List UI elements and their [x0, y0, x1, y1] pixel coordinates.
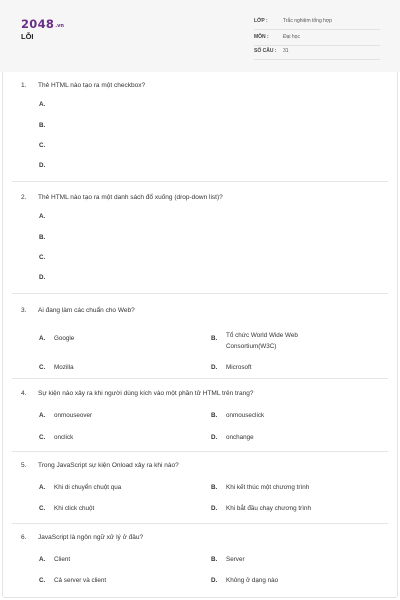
option-text: Cả server và client	[54, 577, 107, 584]
option-d[interactable]	[39, 274, 54, 281]
option-letter: B.	[211, 556, 218, 563]
question-number: 1.	[21, 82, 27, 89]
option-a[interactable]	[39, 213, 54, 220]
option-a[interactable]	[39, 556, 70, 563]
option-letter: B.	[39, 234, 46, 241]
divider	[12, 181, 388, 182]
question-number: 4.	[21, 390, 27, 397]
question-number: 5.	[21, 462, 27, 469]
option-d[interactable]	[211, 434, 254, 441]
question-prompt: JavaScript là ngôn ngữ xử lý ở đâu?	[38, 534, 144, 541]
meta-class	[254, 16, 380, 30]
option-b[interactable]	[211, 412, 264, 419]
option-text: onclick	[54, 434, 74, 441]
option-text: Microsoft	[226, 364, 252, 371]
option-text: Khi click chuột	[54, 505, 95, 512]
option-letter: C.	[39, 577, 46, 584]
divider	[12, 523, 388, 524]
option-b[interactable]	[211, 556, 245, 563]
option-letter: C.	[39, 364, 46, 371]
question-prompt: Trong JavaScript sự kiện Onload xảy ra khi nào?	[38, 462, 179, 469]
option-letter: D.	[211, 577, 218, 584]
option-letter: A.	[39, 213, 46, 220]
question-text	[21, 534, 381, 541]
option-a[interactable]	[39, 335, 74, 342]
option-d[interactable]	[211, 364, 252, 371]
option-c[interactable]	[39, 434, 73, 441]
option-text: Tổ chức World Wide Web Consortium(W3C)	[226, 332, 298, 350]
option-b[interactable]	[39, 234, 54, 241]
question-prompt: Ai đang làm các chuẩn cho Web?	[38, 307, 135, 314]
question-text	[21, 194, 381, 201]
option-c[interactable]	[39, 254, 54, 261]
brand-logo[interactable]	[21, 15, 64, 29]
meta-value: Trắc nghiệm tổng hợp	[283, 18, 332, 24]
meta-label: MÔN :	[254, 34, 269, 40]
option-a[interactable]	[39, 101, 54, 108]
option-text: Server	[226, 556, 245, 563]
divider	[12, 378, 388, 379]
option-letter: A.	[39, 101, 46, 108]
meta-value: 31	[283, 48, 289, 54]
option-letter: B.	[211, 484, 218, 491]
question-prompt: Thẻ HTML nào tạo ra một danh sách đổ xuống (drop-down list)?	[38, 194, 223, 201]
option-b[interactable]	[211, 484, 309, 491]
question-prompt: Thẻ HTML nào tạo ra một checkbox?	[38, 82, 146, 89]
option-c[interactable]	[39, 505, 94, 512]
option-c[interactable]	[39, 577, 106, 584]
option-b[interactable]	[39, 122, 54, 129]
option-letter: D.	[211, 505, 218, 512]
option-text: onmouseover	[54, 412, 93, 419]
option-text: Google	[54, 335, 75, 342]
question-text	[21, 307, 381, 314]
option-letter: B.	[211, 335, 218, 342]
option-letter: D.	[39, 162, 46, 169]
question-number: 3.	[21, 307, 27, 314]
option-letter: A.	[39, 484, 46, 491]
question-text	[21, 82, 381, 89]
option-text: Không ở dạng nào	[226, 577, 279, 584]
question-text	[21, 462, 381, 469]
page-title: LỖI	[21, 32, 34, 41]
option-d[interactable]	[39, 162, 54, 169]
option-a[interactable]	[39, 484, 121, 491]
question-number: 6.	[21, 534, 27, 541]
option-text: onmouseclick	[226, 412, 265, 419]
option-text: Khi di chuyển chuột qua	[54, 484, 122, 491]
option-letter: B.	[39, 122, 46, 129]
meta-value: Đại học	[283, 34, 300, 40]
question-number: 2.	[21, 194, 27, 201]
option-letter: D.	[39, 274, 46, 281]
logo-text: 2048	[21, 17, 55, 31]
question-text	[21, 390, 381, 397]
option-letter: C.	[39, 434, 46, 441]
option-text: onchange	[226, 434, 254, 441]
option-letter: A.	[39, 335, 46, 342]
logo-domain: .vn	[55, 23, 64, 29]
option-letter: D.	[211, 434, 218, 441]
option-text: Khi kết thúc một chương trình	[226, 484, 310, 491]
option-letter: D.	[211, 364, 218, 371]
option-text: Mozilla	[54, 364, 74, 371]
meta-label: LỚP :	[254, 18, 268, 24]
option-b[interactable]	[211, 332, 346, 352]
option-c[interactable]	[39, 364, 74, 371]
option-letter: B.	[211, 412, 218, 419]
option-letter: A.	[39, 412, 46, 419]
option-c[interactable]	[39, 142, 54, 149]
option-a[interactable]	[39, 412, 92, 419]
option-text: Client	[54, 556, 71, 563]
option-d[interactable]	[211, 505, 311, 512]
divider	[12, 293, 388, 294]
divider	[12, 451, 388, 452]
option-letter: A.	[39, 556, 46, 563]
option-d[interactable]	[211, 577, 278, 584]
option-letter: C.	[39, 142, 46, 149]
question-prompt: Sự kiện nào xảy ra khi người dùng kích vào một phần tử HTML trên trang?	[38, 390, 254, 397]
option-text: Khi bắt đầu chạy chương trình	[226, 505, 312, 512]
option-letter: C.	[39, 505, 46, 512]
meta-question-count	[254, 46, 380, 60]
worksheet-header	[0, 0, 400, 72]
meta-subject	[254, 32, 380, 46]
option-letter: C.	[39, 254, 46, 261]
meta-label: SỐ CÂU :	[254, 48, 277, 54]
